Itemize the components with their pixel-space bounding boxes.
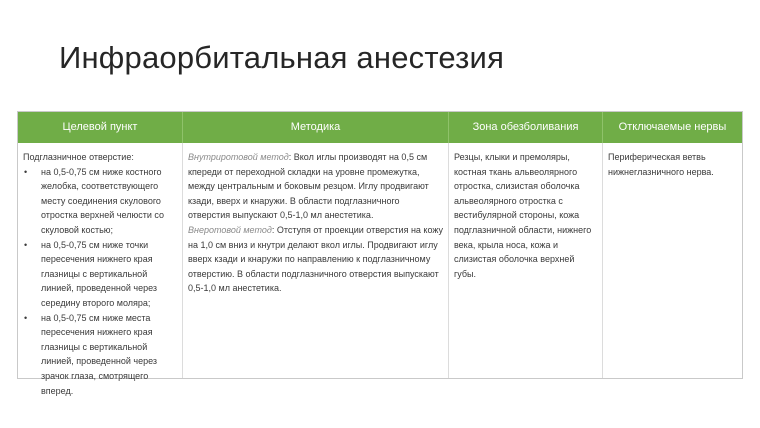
method-intraoral-label: Внутриротовой метод [188,152,289,162]
cell-target-point [23,150,176,398]
list-item: • на 0,5-0,75 см ниже места пересечения нижнего края глазницы с вертикальной линией, проведенной через зрачок глаза, смотрящего вперед. [23,311,176,399]
target-point-intro: Подглазничное отверстие: [23,152,134,162]
header-method: Методика [290,121,341,133]
column-divider [182,143,183,378]
anesthesia-table [17,111,743,396]
method-intraoral [188,150,444,223]
header-target-point: Целевой пункт [62,121,138,133]
cell-anesthesia-zone: Резцы, клыки и премоляры, костная ткань альвеолярного отростка, слизистая оболочка альвеолярного отростка с вестибулярной стороны, кожа подглазничной области, нижнего века, крыла носа, кожа и слизистая оболочка верхней губы. [454,152,592,279]
list-item: • на 0,5-0,75 см ниже костного желобка, соответствующего месту соединения скулового отростка верхней челюсти со скуловой костью; [23,165,176,238]
cell-method [188,150,444,296]
method-extraoral-label: Внеротовой метод [188,224,272,235]
target-point-list [23,165,176,399]
header-anesthesia-zone: Зона обезболивания [472,121,579,133]
column-divider [448,143,449,378]
list-item: • на 0,5-0,75 см ниже точки пересечения нижнего края глазницы с вертикальной линией, проведенной через середину второго моляра; [23,238,176,311]
column-divider [602,143,603,378]
method-extraoral-text: : Отступя от проекции отверстия на кожу на 1,0 см вниз и кнутри делают вкол иглы. Продвигают иглу вверх кзади и кнаружи по направлению к подглазничному отверстию. В области подглазничного отверстия выпускают 0,5-1,0 мл анестетика. [188,224,443,294]
slide-title: Инфраорбитальная анестезия [59,40,505,75]
table-header-row [18,112,742,143]
method-intraoral-text: : Вкол иглы производят на 0,5 см кпереди от переходной складки на уровне промежутка, между центральным и боковым резцом. Иглу продвигают кзади, вверх и кнаружи. В области подглазничного отверстия выпускают 0,5-1,0 мл анестетика. [188,152,429,221]
method-extraoral [188,223,444,296]
header-disabled-nerves: Отключаемые нервы [618,121,727,133]
cell-disabled-nerves: Периферическая ветвь нижнеглазничного нерва. [608,152,714,177]
